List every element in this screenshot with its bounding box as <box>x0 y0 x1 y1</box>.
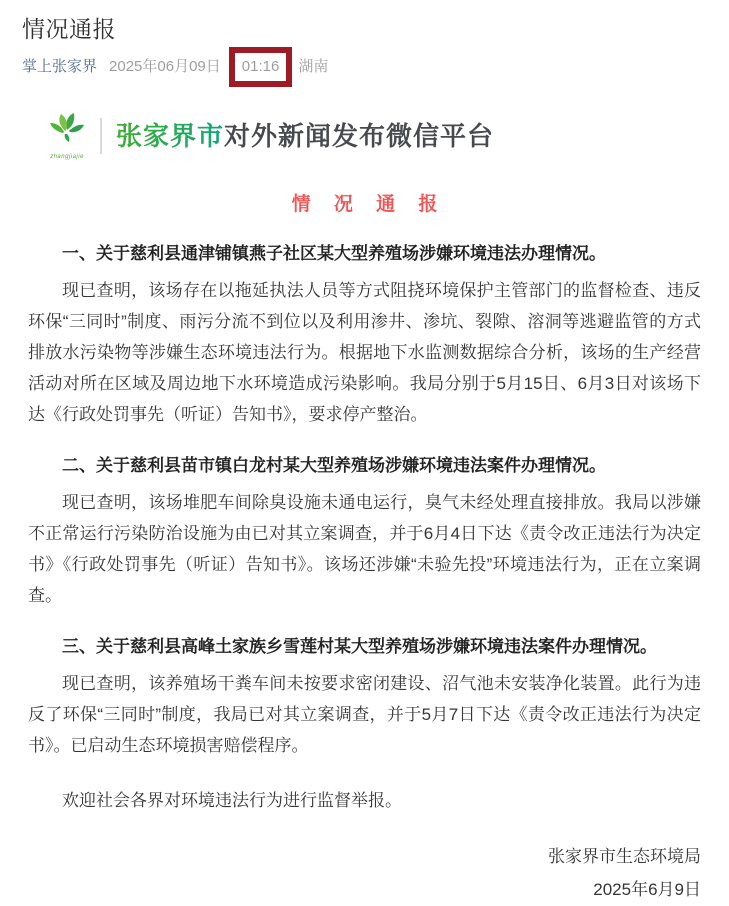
publish-date: 2025年06月09日 <box>109 58 221 75</box>
section-3-heading: 三、关于慈利县高峰土家族乡雪莲村某大型养殖场涉嫌环境违法案件办理情况。 <box>62 637 657 656</box>
byline <box>22 56 707 78</box>
platform-brand-text <box>116 119 494 153</box>
signature-agency: 张家界市生态环境局 <box>548 847 701 866</box>
signature-block <box>28 840 701 906</box>
section-2-heading: 二、关于慈利县苗市镇白龙村某大型养殖场涉嫌环境违法案件办理情况。 <box>62 456 606 475</box>
section-3-paragraph: 现已查明，该养殖场干粪车间未按要求密闭建设、沼气池未安装净化装置。此行为违反了环保“三同时”制度，我局已对其立案调查，并于5月7日下达《责令改正违法行为决定书》。已启动生态环境损害赔偿程序。 <box>28 674 701 755</box>
brand-city-name: 张家界市 <box>116 121 225 151</box>
article-header <box>0 0 729 78</box>
notice-headline: 情 况 通 报 <box>291 194 447 215</box>
platform-banner <box>46 110 701 162</box>
banner-divider <box>100 118 102 154</box>
article-body <box>0 192 729 906</box>
logo-script-caption: zhangjiajie <box>50 154 84 160</box>
platform-logo <box>46 112 88 160</box>
section-2-paragraph: 现已查明，该场堆肥车间除臭设施未通电运行，臭气未经处理直接排放。我局以涉嫌不正常运行污染防治设施为由已对其立案调查，并于6月4日下达《责令改正违法行为决定书》《行政处罚事先（听证）告知书》。该场还涉嫌“未验先投”环境违法行为，正在立案调查。 <box>28 493 701 605</box>
section-1-paragraph: 现已查明，该场存在以拖延执法人员等方式阻挠环境保护主管部门的监督检查、违反环保“三同时”制度、雨污分流不到位以及利用渗井、渗坑、裂隙、溶洞等逃避监管的方式排放水污染物等涉嫌生态环境违法行为。根据地下水监测数据综合分析，该场的生产经营活动对所在区域及周边地下水环境造成污染影响。我局分别于5月15日、6月3日对该场下达《行政处罚事先（听证）告知书》，要求停产整治。 <box>28 281 701 424</box>
section-1-heading: 一、关于慈利县通津铺镇燕子社区某大型养殖场涉嫌环境违法办理情况。 <box>62 244 606 263</box>
publish-time-annotation-box: 01:16 <box>229 47 293 87</box>
publish-region: 湖南 <box>298 58 329 75</box>
leaf-sprout-icon <box>46 112 88 153</box>
brand-platform-name: 对外新闻发布微信平台 <box>224 121 495 151</box>
page-title: 情况通报 <box>22 16 116 42</box>
signature-date: 2025年6月9日 <box>593 880 701 899</box>
closing-paragraph: 欢迎社会各界对环境违法行为进行监督举报。 <box>62 791 402 810</box>
account-name-link[interactable]: 掌上张家界 <box>22 58 98 75</box>
